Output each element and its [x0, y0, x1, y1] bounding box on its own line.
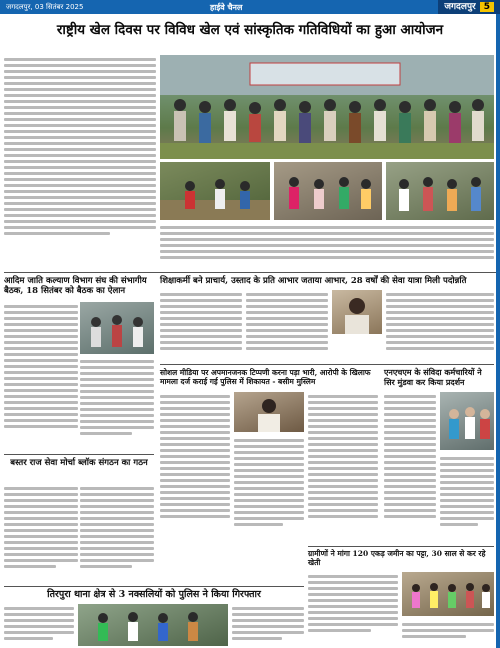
bottom-divider: [4, 586, 304, 587]
bottom-body-1: [4, 604, 74, 646]
top-story-photo-4: [386, 162, 494, 220]
right-low-body-1: [308, 572, 398, 644]
people-photo: [274, 162, 382, 220]
center-divider: [160, 364, 494, 365]
center-top-portrait: [332, 290, 382, 334]
section-divider: [4, 272, 496, 273]
bottom-body-2: [232, 604, 304, 646]
left-low-body-2: [80, 484, 154, 584]
villagers-photo: [402, 572, 494, 616]
city-name: जगदलपुर: [444, 2, 476, 12]
top-story-body: [4, 55, 156, 269]
center-top-body-1: [160, 290, 242, 362]
left-low-headline: बस्तर राज सेवा मोर्चा ब्लॉक संगठन का गठन: [10, 458, 148, 468]
right-mid-body-1: [384, 392, 436, 542]
paper-name: हाईवे चैनल: [210, 3, 243, 12]
left-low-body-1: [4, 484, 78, 584]
group-photo-players: [160, 55, 494, 159]
center-mid-body-3: [308, 392, 378, 542]
complainant-photo: [234, 392, 304, 432]
date-line: जगदलपुर, 03 सितंबर 2025: [6, 3, 84, 11]
bottom-headline: तिरपुरा थाना क्षेत्र से 3 नक्सलियों को पुलिस ने किया गिरफ्तार: [47, 589, 261, 600]
page-number: 5: [480, 2, 494, 12]
right-edge-strip: [496, 14, 500, 648]
meeting-photo: [80, 302, 154, 354]
center-mid-body-2: [234, 436, 304, 542]
right-low-photo: [402, 572, 494, 616]
center-top-body-2: [246, 290, 328, 362]
center-mid-headline: सोशल मीडिया पर अपमानजनक टिप्पणी करना पड़ा भारी, आरोपी के खिलाफ मामला दर्ज कराई गई पुलिस में शिकायत - बसीम मुस्लिम: [160, 368, 371, 386]
top-story-headline: राष्ट्रीय खेल दिवस पर विविध खेल एवं सांस्कृतिक गतिविधियों का हुआ आयोजन: [56, 22, 444, 38]
center-mid-body-1: [160, 392, 230, 542]
left-mid-body-col-1: [4, 302, 78, 452]
right-mid-photo: [440, 392, 494, 450]
center-top-headline: शिक्षाकर्मी बने प्राचार्य, उस्ताद के प्रति आभार जताया आभार, 28 वर्षों की सेवा यात्रा मिली पदोन्नति: [160, 276, 467, 286]
left-mid-photo: [80, 302, 154, 354]
top-story-photo-3: [274, 162, 382, 220]
city-badge: [438, 0, 500, 14]
protest-photo: [440, 392, 494, 450]
right-mid-body-2: [440, 454, 494, 542]
center-mid-photo: [234, 392, 304, 432]
bottom-photo: [78, 604, 228, 646]
right-low-divider: [308, 546, 494, 547]
match-photo: [160, 162, 270, 220]
right-mid-headline: एनएचएम के संविदा कर्मचारियों ने सिर मुंडवा कर किया प्रदर्शन: [384, 367, 482, 387]
left-mid-headline: आदिम जाति कल्याण विभाग संघ की संभागीय बैठक, 18 सितंबर को बैठक का ऐलान: [4, 276, 147, 296]
top-story-continuation: [160, 223, 494, 269]
right-low-body-2: [402, 620, 494, 644]
center-top-body-3: [386, 290, 494, 362]
top-story-photo-2: [160, 162, 270, 220]
left-low-divider: [4, 454, 154, 455]
right-low-headline: ग्रामीणों ने मांगा 120 एकड़ जमीन का पट्टा, 30 साल से कर रहे खेती: [308, 549, 486, 567]
team-photo: [386, 162, 494, 220]
portrait-photo: [332, 290, 382, 334]
left-mid-body-col-2: [80, 357, 154, 452]
arrested-naxals-photo: [78, 604, 228, 646]
page-header-band: [0, 0, 500, 14]
top-story-photo: [160, 55, 494, 159]
